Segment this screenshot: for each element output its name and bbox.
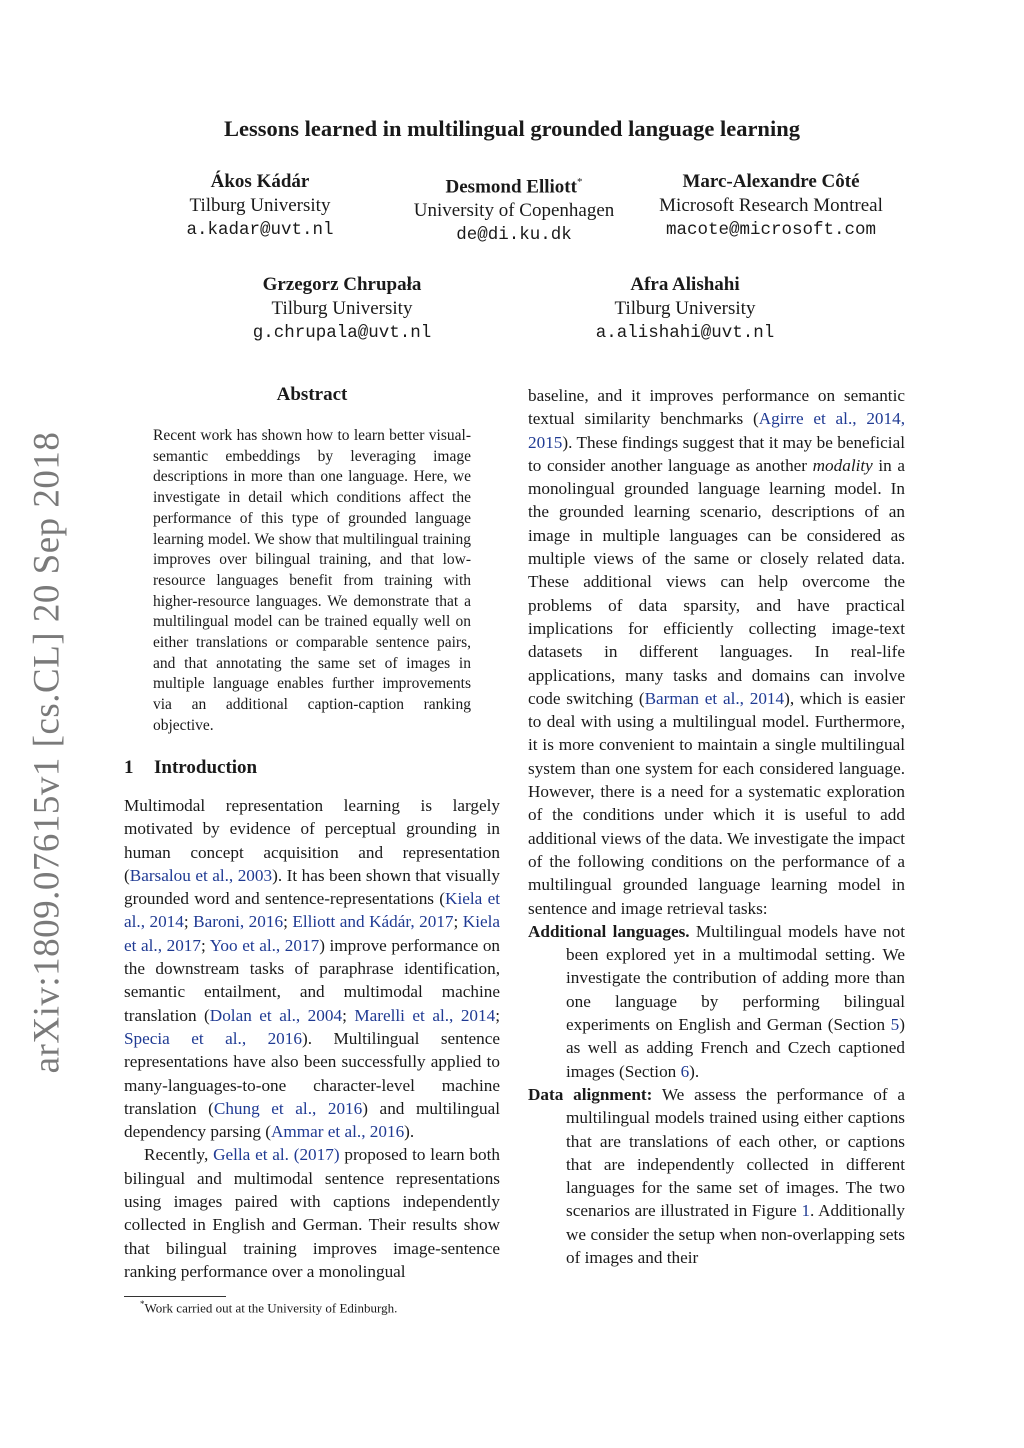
author-name: Grzegorz Chrupała	[262, 274, 422, 295]
condition-text	[566, 1085, 905, 1267]
author-name: Marc-Alexandre Côté	[682, 171, 860, 192]
text-run: ). It has been shown that visually grounded word and sentence-representations (	[124, 865, 500, 909]
citation-link[interactable]: Gella et al. (2017)	[213, 1145, 340, 1165]
condition-label: Additional languages.	[528, 921, 690, 941]
text-run: ;	[495, 1005, 500, 1025]
text-run: baseline, and it improves performance on semantic textual similarity benchmarks (	[528, 386, 905, 429]
footnote-marker[interactable]: *	[576, 176, 583, 188]
section-heading-introduction	[124, 757, 257, 779]
citation-link[interactable]: Specia et al., 2016	[124, 1028, 302, 1048]
citation-link[interactable]: 6	[680, 1061, 690, 1081]
text-run: ;	[453, 912, 463, 932]
emphasis-text: modality	[812, 455, 873, 475]
abstract-heading: Abstract	[276, 384, 348, 405]
author-block	[570, 273, 800, 345]
author-affiliation: University of Copenhagen	[413, 200, 615, 222]
author-name: Ákos Kádár	[210, 171, 310, 192]
citation-link[interactable]: 5	[890, 1015, 900, 1035]
condition-label: Data alignment:	[528, 1084, 653, 1104]
left-column-body	[124, 794, 500, 1283]
citation-link[interactable]: Barsalou et al., 2003	[129, 865, 273, 885]
text-run: Multilingual models have not been explored yet in a multimodal setting. We investigate the contribution of adding more than one language by performing bilingual experiments on English and German (Section	[566, 921, 905, 1035]
author-name-text: Desmond Elliott	[445, 176, 577, 198]
author-block	[220, 273, 464, 345]
text-run: ).	[404, 1122, 415, 1142]
text-run: ;	[183, 912, 194, 932]
footnote-marker: *	[140, 1299, 145, 1309]
author-name	[392, 170, 636, 199]
text-run: ). These findings suggest that it may be beneficial to consider another language as another	[528, 432, 905, 475]
arxiv-identifier-text: arXiv:1809.07615v1 [cs.CL] 20 Sep 2018	[26, 431, 68, 1073]
text-run: in a monolingual grounded language learning model. In the grounded learning scenario, descriptions of an image in multiple languages can be considered as multiple views of the same or closely related data. These additional views can help overcome the problems of data sparsity, and have practical implications for efficiently collecting image-text datasets in different languages. In real-life applications, many tasks and domains can involve code switching (	[528, 455, 905, 708]
citation-link[interactable]: Baroni, 2016	[193, 912, 284, 932]
text-run: ).	[689, 1061, 700, 1081]
condition-item-additional-languages	[528, 920, 905, 1083]
author-email[interactable]: macote@microsoft.com	[665, 220, 877, 240]
citation-link[interactable]: Marelli et al., 2014	[354, 1005, 496, 1025]
footnote	[140, 1299, 397, 1316]
author-affiliation: Tilburg University	[271, 298, 413, 319]
text-run: ) improve performance on the downstream tasks of paraphrase identification, semantic entailment, and multimodal machine translation (	[124, 935, 501, 1025]
right-column-body	[528, 384, 905, 1269]
arxiv-identifier-stamp	[22, 431, 72, 1073]
citation-link[interactable]: Yoo et al., 2017	[209, 935, 320, 955]
body-paragraph	[528, 384, 905, 920]
author-email[interactable]: de@di.ku.dk	[456, 225, 572, 246]
text-run: ;	[342, 1005, 355, 1025]
author-block	[392, 170, 636, 247]
intro-paragraph	[124, 1143, 500, 1283]
citation-link[interactable]: Elliott and Kádár, 2017	[292, 912, 454, 932]
citation-link[interactable]: Kiela et al., 2017	[124, 912, 501, 955]
section-title: Introduction	[154, 757, 258, 778]
author-block	[640, 170, 902, 242]
citation-link[interactable]: Chung et al., 2016	[213, 1098, 363, 1118]
text-run: proposed to learn both bilingual and multimodal sentence representations using images paired with captions independently collected in English and German. Their results show that bilingual training improves image-sentence ranking performance over a monolingual	[124, 1145, 500, 1281]
text-run: ) and multilingual dependency parsing (	[124, 1098, 500, 1142]
text-run: ). Multilingual sentence representations have also been successfully applied to many-languages-to-one character-level machine translation (	[124, 1028, 501, 1118]
text-run: ;	[283, 912, 293, 932]
author-affiliation: Tilburg University	[614, 298, 756, 319]
footnote-divider	[124, 1296, 226, 1297]
text-run: Multimodal representation learning is largely motivated by evidence of perceptual grounding in human concept acquisition and representation (	[124, 796, 500, 885]
author-name: Afra Alishahi	[630, 274, 740, 295]
text-run: ), which is easier to deal with using a multilingual model. Furthermore, it is more convenient to maintain a single multilingual system than one system for each considered language. However, there is a need for a systematic exploration of the conditions under which it is useful to add additional views of the data. We investigate the impact of the following conditions on the performance of a multilingual grounded language learning model in sentence and image retrieval tasks:	[528, 688, 906, 918]
author-affiliation: Microsoft Research Montreal	[659, 195, 883, 216]
author-email[interactable]: a.alishahi@uvt.nl	[595, 323, 775, 343]
text-run: Recently,	[144, 1145, 214, 1165]
footnote-text: Work carried out at the University of Edinburgh.	[144, 1300, 398, 1316]
text-run: We assess the performance of a multilingual models trained using either captions that are translations of each other, or captions that are independently collected in different languages for the same set of images. The two scenarios are illustrated in Figure	[566, 1084, 905, 1221]
section-number: 1	[124, 757, 134, 778]
condition-text	[566, 922, 905, 1081]
author-block	[160, 170, 360, 242]
paper-title: Lessons learned in multilingual grounded language learning	[224, 116, 800, 141]
abstract-body: Recent work has shown how to learn better visual-semantic embeddings by leveraging image descriptions in more than one language. Here, we investigate in detail which conditions affect the performance of this type of grounded language learning model. We show that multilingual training improves over bilingual training, and that low-resource languages benefit from training with higher-resource languages. We demonstrate that a multilingual model can be trained equally well on either translations or comparable sentence pairs, and that annotating the same set of images in multiple language enables further improvements via an additional caption-caption ranking objective.	[153, 427, 471, 734]
citation-link[interactable]: Kiela et al., 2014	[124, 889, 501, 932]
text-run: ) as well as adding French and Czech captioned images (Section	[566, 1015, 905, 1081]
text-run: ;	[200, 935, 210, 955]
citation-link[interactable]: 1	[801, 1201, 811, 1221]
author-affiliation: Tilburg University	[189, 195, 331, 216]
author-email[interactable]: a.kadar@uvt.nl	[186, 220, 334, 240]
citation-link[interactable]: Ammar et al., 2016	[271, 1122, 405, 1142]
citation-link[interactable]: Dolan et al., 2004	[209, 1005, 343, 1025]
condition-item-data-alignment	[528, 1083, 905, 1269]
citation-link[interactable]: Agirre et al., 2014, 2015	[528, 409, 906, 452]
text-run: . Additionally we consider the setup when non-overlapping sets of images and their	[566, 1201, 905, 1267]
author-email[interactable]: g.chrupala@uvt.nl	[252, 323, 432, 343]
citation-link[interactable]: Barman et al., 2014	[644, 688, 785, 708]
intro-paragraph	[124, 794, 500, 1143]
